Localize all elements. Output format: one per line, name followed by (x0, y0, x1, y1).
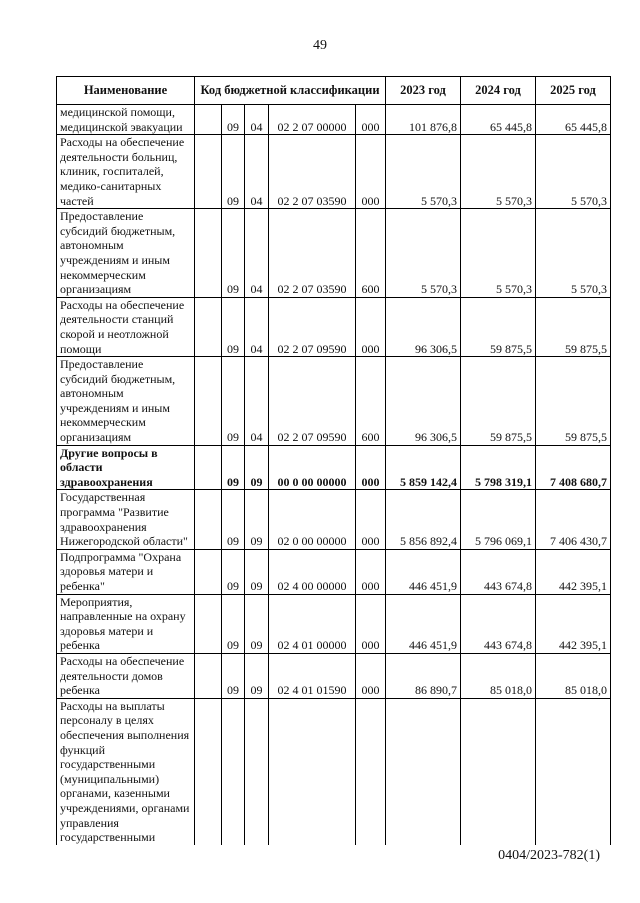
row-2024: 5 570,3 (461, 135, 536, 209)
row-vr: 000 (356, 653, 386, 698)
row-csr: 02 2 07 00000 (269, 105, 356, 135)
row-csr: 00 0 00 00000 (269, 445, 356, 490)
row-vr: 000 (356, 135, 386, 209)
row-rz: 09 (222, 549, 245, 594)
row-2024: 5 796 069,1 (461, 490, 536, 549)
table-row (57, 297, 611, 356)
header-2025: 2025 год (536, 77, 611, 105)
row-rz: 09 (222, 209, 245, 298)
document-code: 0404/2023-782(1) (498, 848, 600, 863)
row-2023: 446 451,9 (386, 549, 461, 594)
row-csr: 02 4 01 00000 (269, 594, 356, 653)
row-prz: 04 (245, 105, 269, 135)
header-row (57, 77, 611, 105)
table-row (57, 357, 611, 446)
row-rz: 09 (222, 105, 245, 135)
row-2023: 86 890,7 (386, 653, 461, 698)
row-vr: 000 (356, 549, 386, 594)
row-rz: 09 (222, 445, 245, 490)
table-row (57, 698, 611, 844)
row-rz: 09 (222, 490, 245, 549)
row-2025: 442 395,1 (536, 594, 611, 653)
row-rz (222, 698, 245, 844)
row-rz: 09 (222, 653, 245, 698)
row-name: Расходы на обеспечение деятельности больниц, клиник, госпиталей, медико-санитарных частей (57, 135, 195, 209)
row-csr: 02 0 00 00000 (269, 490, 356, 549)
table-row (57, 445, 611, 490)
row-vr: 000 (356, 490, 386, 549)
row-2025: 65 445,8 (536, 105, 611, 135)
row-name: Государственная программа "Развитие здравоохранения Нижегородской области" (57, 490, 195, 549)
row-2023: 5 856 892,4 (386, 490, 461, 549)
budget-table (56, 76, 611, 845)
row-2023: 101 876,8 (386, 105, 461, 135)
row-vr: 000 (356, 105, 386, 135)
row-rz: 09 (222, 297, 245, 356)
row-rz: 09 (222, 357, 245, 446)
row-2024: 5 570,3 (461, 209, 536, 298)
row-2024: 59 875,5 (461, 297, 536, 356)
row-name: Расходы на обеспечение деятельности домов ребенка (57, 653, 195, 698)
row-csr: 02 4 01 01590 (269, 653, 356, 698)
row-prz: 04 (245, 209, 269, 298)
table-row (57, 594, 611, 653)
header-code: Код бюджетной классификации (195, 77, 386, 105)
row-2023: 96 306,5 (386, 297, 461, 356)
row-2025: 5 570,3 (536, 209, 611, 298)
page-number: 49 (313, 38, 327, 53)
row-2023: 5 570,3 (386, 135, 461, 209)
row-2025: 5 570,3 (536, 135, 611, 209)
row-prz: 09 (245, 490, 269, 549)
row-2024: 85 018,0 (461, 653, 536, 698)
row-csr (269, 698, 356, 844)
row-name: Предоставление субсидий бюджетным, автономным учреждениям и иным некоммерческим организациям (57, 209, 195, 298)
row-2023: 5 859 142,4 (386, 445, 461, 490)
row-name: Подпрограмма "Охрана здоровья матери и ребенка" (57, 549, 195, 594)
header-2024: 2024 год (461, 77, 536, 105)
table-row (57, 549, 611, 594)
table-row (57, 135, 611, 209)
row-2024 (461, 698, 536, 844)
row-vr: 600 (356, 357, 386, 446)
row-2024: 443 674,8 (461, 549, 536, 594)
table-row (57, 490, 611, 549)
row-prz: 09 (245, 549, 269, 594)
row-2024: 443 674,8 (461, 594, 536, 653)
row-csr: 02 4 00 00000 (269, 549, 356, 594)
row-name: Расходы на обеспечение деятельности станций скорой и неотложной помощи (57, 297, 195, 356)
table-row (57, 209, 611, 298)
table-row (57, 653, 611, 698)
row-csr: 02 2 07 09590 (269, 297, 356, 356)
row-prz: 09 (245, 594, 269, 653)
row-rz: 09 (222, 135, 245, 209)
row-prz: 04 (245, 297, 269, 356)
row-2023 (386, 698, 461, 844)
row-2025: 442 395,1 (536, 549, 611, 594)
row-2023: 446 451,9 (386, 594, 461, 653)
row-2024: 5 798 319,1 (461, 445, 536, 490)
row-2023: 96 306,5 (386, 357, 461, 446)
row-rz: 09 (222, 594, 245, 653)
row-name: Расходы на выплаты персоналу в целях обеспечения выполнения функций государственными (муниципальными) органами, казенными учреждениями, органами управления государственными (57, 698, 195, 844)
row-2025: 7 406 430,7 (536, 490, 611, 549)
header-name: Наименование (57, 77, 195, 105)
row-csr: 02 2 07 03590 (269, 135, 356, 209)
row-2024: 59 875,5 (461, 357, 536, 446)
row-vr (356, 698, 386, 844)
row-name: медицинской помощи, медицинской эвакуации (57, 105, 195, 135)
row-prz: 04 (245, 135, 269, 209)
row-prz: 09 (245, 653, 269, 698)
row-csr: 02 2 07 09590 (269, 357, 356, 446)
row-2024: 65 445,8 (461, 105, 536, 135)
row-prz: 04 (245, 357, 269, 446)
row-csr: 02 2 07 03590 (269, 209, 356, 298)
row-2023: 5 570,3 (386, 209, 461, 298)
row-2025: 59 875,5 (536, 357, 611, 446)
row-prz (245, 698, 269, 844)
row-2025: 59 875,5 (536, 297, 611, 356)
row-prz: 09 (245, 445, 269, 490)
row-vr: 000 (356, 594, 386, 653)
row-name: Другие вопросы в области здравоохранения (57, 445, 195, 490)
row-vr: 600 (356, 209, 386, 298)
row-vr: 000 (356, 297, 386, 356)
header-2023: 2023 год (386, 77, 461, 105)
row-vr: 000 (356, 445, 386, 490)
row-2025: 7 408 680,7 (536, 445, 611, 490)
table-row (57, 105, 611, 135)
row-name: Мероприятия, направленные на охрану здоровья матери и ребенка (57, 594, 195, 653)
row-2025: 85 018,0 (536, 653, 611, 698)
row-name: Предоставление субсидий бюджетным, автономным учреждениям и иным некоммерческим организациям (57, 357, 195, 446)
row-2025 (536, 698, 611, 844)
